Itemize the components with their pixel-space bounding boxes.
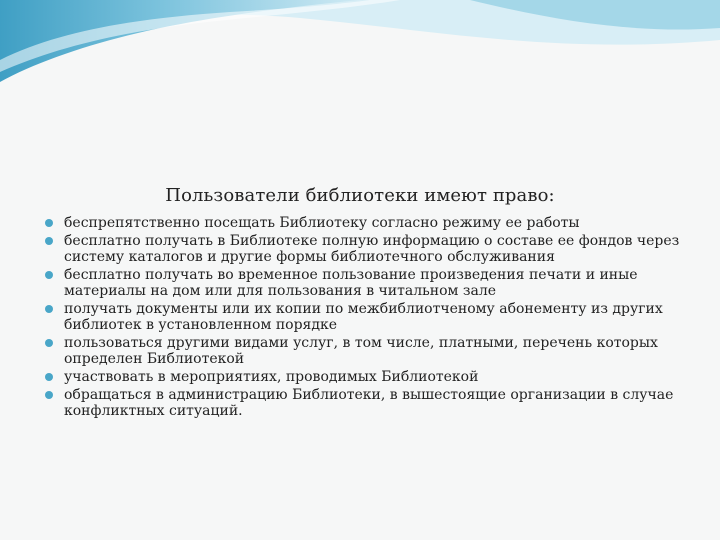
list-item-text: бесплатно получать во временное пользование произведения печати и иные материалы на дом или для пользования в читальном зале — [64, 267, 638, 299]
list-item — [42, 387, 692, 419]
slide-title: Пользователи библиотеки имеют право: — [165, 185, 555, 206]
list-item-text: бесплатно получать в Библиотеке полную информацию о составе ее фондов через систему каталогов и другие формы библиотечного обслуживания — [64, 233, 680, 265]
header-wave-decoration — [0, 0, 720, 100]
rights-list — [42, 215, 692, 421]
list-item-text: обращаться в администрацию Библиотеки, в вышестоящие организации в случае конфликтных ситуаций. — [64, 387, 674, 419]
list-item-text: беспрепятственно посещать Библиотеку согласно режиму ее работы — [64, 215, 580, 231]
list-item-text: участвовать в мероприятиях, проводимых Библиотекой — [64, 369, 479, 385]
list-item — [42, 233, 692, 265]
list-item — [42, 335, 692, 367]
dot-bullet-icon — [45, 271, 53, 279]
list-item-text: получать документы или их копии по межбиблиотченому абонементу из других библиотек в установленном порядке — [64, 301, 663, 333]
dot-bullet-icon — [45, 391, 53, 399]
list-item — [42, 267, 692, 299]
list-item — [42, 369, 692, 385]
dot-bullet-icon — [45, 373, 53, 381]
dot-bullet-icon — [45, 305, 53, 313]
list-item-text: пользоваться другими видами услуг, в том числе, платными, перечень которых определен Библиотекой — [64, 335, 658, 367]
list-item — [42, 301, 692, 333]
dot-bullet-icon — [45, 339, 53, 347]
dot-bullet-icon — [45, 237, 53, 245]
dot-bullet-icon — [45, 219, 53, 227]
list-item — [42, 215, 692, 231]
